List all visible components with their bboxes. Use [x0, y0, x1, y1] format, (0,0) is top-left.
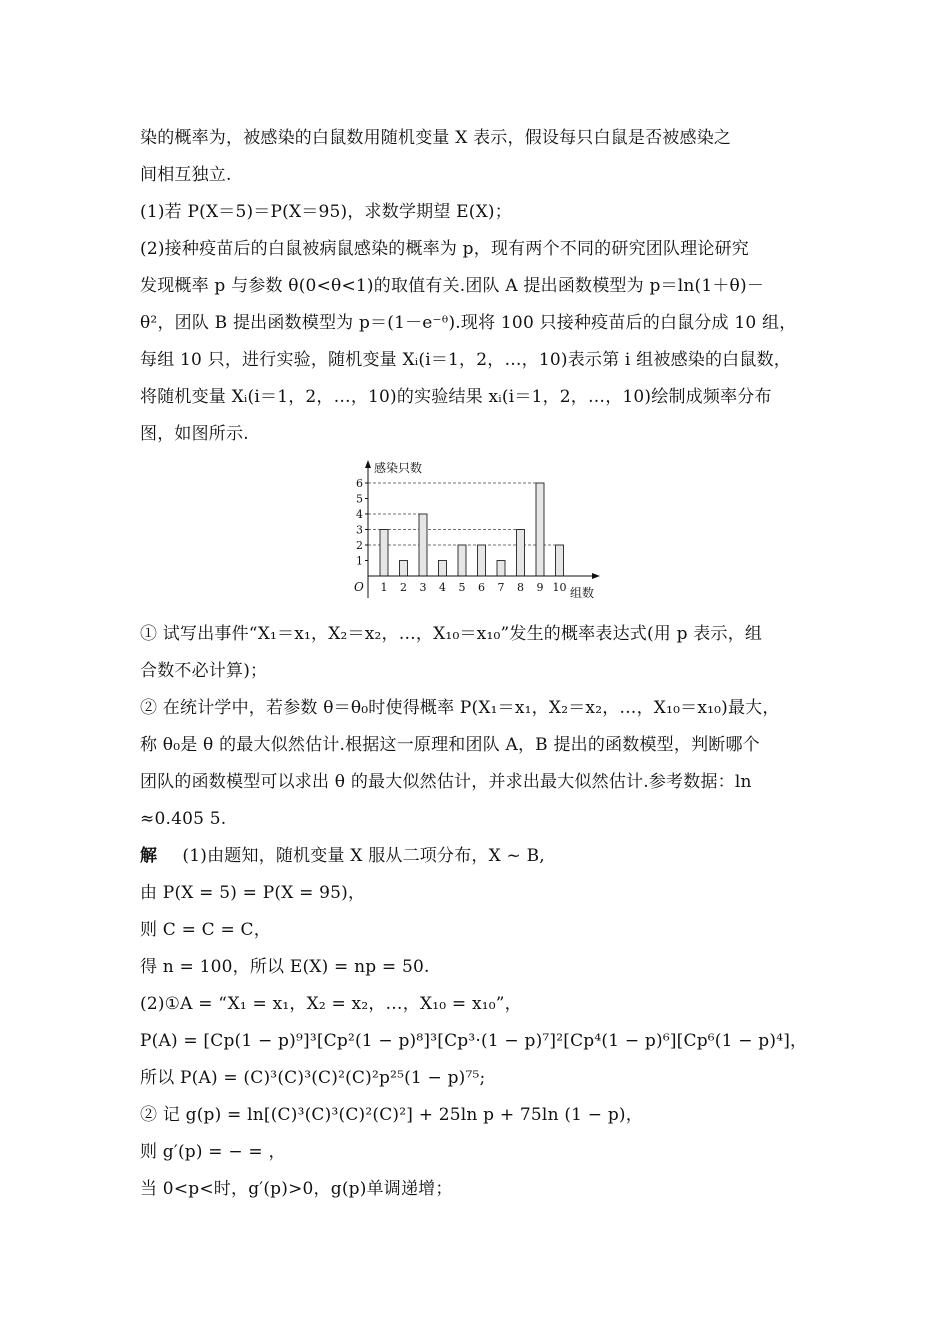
solution-line-4: 得 n = 100，所以 E(X) = np = 50.: [140, 957, 430, 977]
bar-group-4: [439, 561, 447, 577]
solution-line-5: (2)①A = “X₁ = x₁，X₂ = x₂，…，X₁₀ = x₁₀”，: [140, 994, 522, 1014]
y-axis-label: 感染只数: [374, 461, 423, 475]
subquestion-1-line-1: ① 试写出事件“X₁＝x₁，X₂＝x₂，…，X₁₀＝x₁₀”发生的概率表达式(用 p 表示，组: [140, 624, 763, 644]
solution-line-8: ② 记 g(p) = ln[(C)³(C)³(C)²(C)²] + 25ln p + 75ln (1 − p)，: [140, 1105, 643, 1125]
y-tick-label-3: 3: [356, 523, 363, 537]
subquestion-1-line-2: 合数不必计算)；: [140, 661, 268, 681]
x-axis-arrow: [592, 573, 600, 579]
solution-line-3: 则 C = C = C，: [140, 920, 271, 940]
x-tick-label-9: 9: [536, 581, 544, 594]
frequency-bar-chart: [330, 458, 620, 608]
question-2-line-3: θ²，团队 B 提出函数模型为 p＝(1－e⁻ᶿ).现将 100 只接种疫苗后的白鼠分成 10 组，: [140, 313, 797, 333]
subquestion-2-line-1: ② 在统计学中，若参数 θ＝θ₀时使得概率 P(X₁＝x₁，X₂＝x₂，…，X₁₀＝x₁₀)最大，: [140, 698, 780, 718]
solution-line-7: 所以 P(A) = (C)³(C)³(C)²(C)²p²⁵(1 − p)⁷⁵;: [140, 1068, 486, 1088]
subquestion-2-line-4: ≈0.405 5.: [140, 809, 227, 829]
question-2-line-4: 每组 10 只，进行实验，随机变量 Xᵢ(i＝1，2，…，10)表示第 i 组被感染的白鼠数，: [140, 350, 791, 370]
y-axis-arrow: [365, 460, 371, 468]
subquestion-2-line-2: 称 θ₀是 θ 的最大似然估计.根据这一原理和团队 A，B 提出的函数模型，判断哪个: [140, 735, 760, 755]
x-tick-label-8: 8: [517, 581, 524, 594]
bar-group-3: [419, 514, 427, 576]
question-2-line-6: 图，如图所示.: [140, 424, 249, 444]
y-tick-label-4: 4: [356, 508, 363, 521]
solution-line-9: 则 g′(p) = − = ，: [140, 1142, 286, 1162]
solution-line-6: P(A) = [Cp(1 − p)⁹]³[Cp²(1 − p)⁸]³[Cp³·(1 − p)⁷]²[Cp⁴(1 − p)⁶][Cp⁶(1 − p)⁴]，: [140, 1031, 808, 1051]
bar-group-9: [536, 483, 544, 576]
problem-text-line-2: 间相互独立.: [140, 165, 232, 185]
solution-line-1: [140, 844, 820, 868]
y-tick-label-5: 5: [356, 492, 363, 506]
x-tick-label-10: 10: [552, 581, 567, 594]
solution-text-1: (1)由题知，随机变量 X 服从二项分布，X ~ B,: [182, 846, 545, 866]
x-tick-label-6: 6: [478, 581, 485, 594]
solution-label: 解: [140, 846, 158, 866]
bar-group-6: [478, 545, 486, 576]
bar-group-10: [556, 545, 564, 576]
x-tick-label-4: 4: [439, 581, 446, 594]
bar-group-5: [458, 545, 466, 576]
solution-line-2: 由 P(X = 5) = P(X = 95)，: [140, 883, 366, 903]
x-tick-label-1: 1: [380, 581, 388, 594]
x-tick-label-3: 3: [419, 581, 427, 594]
x-tick-label-2: 2: [400, 581, 407, 594]
y-tick-label-6: 6: [356, 477, 363, 490]
origin-label: O: [354, 580, 364, 594]
x-tick-label-5: 5: [458, 581, 466, 594]
bar-group-1: [380, 530, 388, 577]
x-axis-label: 组数: [570, 586, 595, 600]
question-2-line-1: (2)接种疫苗后的白鼠被病鼠感染的概率为 p，现有两个不同的研究团队理论研究: [140, 239, 749, 259]
solution-line-10: 当 0<p<时，g′(p)>0，g(p)单调递增；: [140, 1179, 453, 1199]
question-2-line-2: 发现概率 p 与参数 θ(0<θ<1)的取值有关.团队 A 提出函数模型为 p＝ln(1＋θ)－: [140, 276, 765, 296]
subquestion-2-line-3: 团队的函数模型可以求出 θ 的最大似然估计，并求出最大似然估计.参考数据：ln: [140, 772, 752, 792]
problem-text-line-1: 染的概率为，被感染的白鼠数用随机变量 X 表示，假设每只白鼠是否被感染之: [140, 128, 732, 148]
y-tick-label-1: 1: [356, 554, 363, 568]
x-tick-label-7: 7: [497, 581, 505, 594]
question-2-line-5: 将随机变量 Xᵢ(i＝1，2，…，10)的实验结果 xᵢ(i＝1，2，…，10)绘制成频率分布: [140, 387, 772, 407]
y-tick-label-2: 2: [356, 539, 363, 552]
bar-group-7: [497, 561, 505, 577]
question-1: (1)若 P(X＝5)＝P(X＝95)，求数学期望 E(X)；: [140, 202, 512, 222]
bar-group-2: [400, 561, 408, 577]
bar-group-8: [517, 530, 525, 577]
